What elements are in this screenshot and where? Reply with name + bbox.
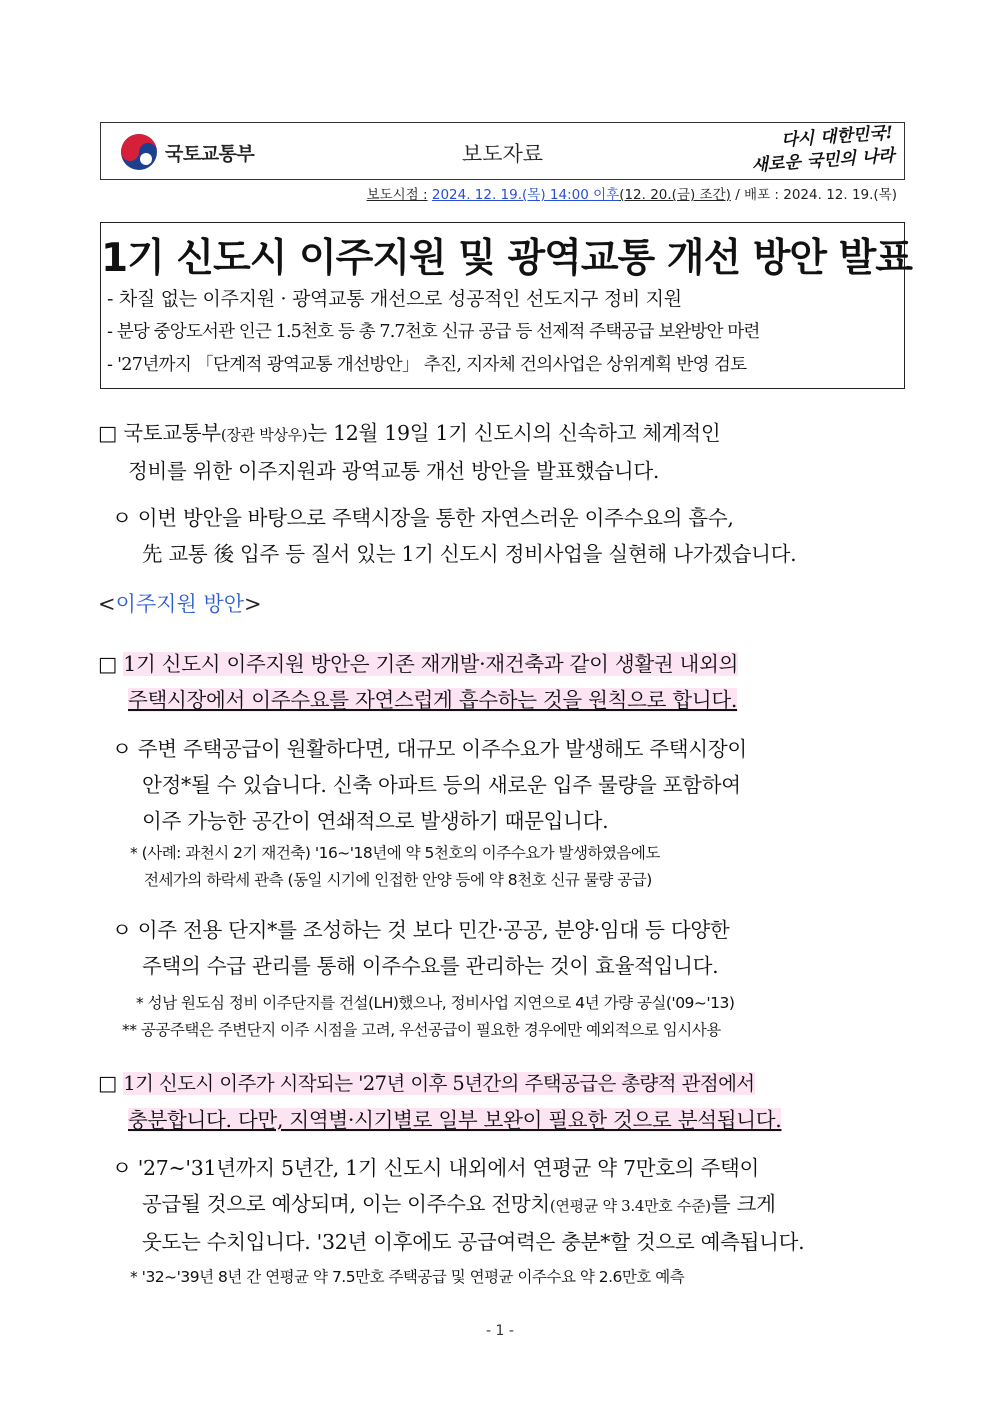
intro-text: 는 12월 19일 1기 신도시의 신속하고 체계적인 xyxy=(307,421,721,445)
header-banner xyxy=(100,122,905,180)
bullet-line: ㅇ 주변 주택공급이 원활하다면, 대규모 이주수요가 발생해도 주택시장이 xyxy=(112,737,747,761)
intro-bullet-line: 先 교통 後 입주 등 질서 있는 1기 신도시 정비사업을 실현해 나가겠습니다. xyxy=(142,542,797,566)
block1-heading xyxy=(98,646,906,718)
section-heading xyxy=(98,588,262,618)
bullet-line: 주택의 수급 관리를 통해 이주수요를 관리하는 것이 효율적입니다. xyxy=(142,954,719,978)
bullet-line: ㅇ 이주 전용 단지*를 조성하는 것 보다 민간·공공, 분양·임대 등 다양한 xyxy=(112,918,730,942)
block1-line xyxy=(98,646,906,682)
block2-highlight: 1기 신도시 이주가 시작되는 '27년 이후 5년간의 주택공급은 총량적 관점에서 xyxy=(123,1072,755,1095)
subtitle-list xyxy=(107,283,900,382)
bullet-line xyxy=(98,1186,906,1224)
checkbox-marker: □ xyxy=(98,1071,124,1095)
section-bracket-open: < xyxy=(98,592,116,616)
block1-highlight: 1기 신도시 이주지원 방안은 기존 재개발·재건축과 같이 생활권 내외의 xyxy=(123,652,739,676)
block2-line xyxy=(98,1065,906,1102)
footnote-line: * (사례: 과천시 2기 재건축) '16~'18년에 약 5천호의 이주수요가 발생하였음에도 xyxy=(130,844,660,862)
bullet-text: 공급될 것으로 예상되며, 이는 이주수요 전망치 xyxy=(142,1192,550,1216)
page-number: - 1 - xyxy=(486,1323,514,1339)
slogan-line-2: 새로운 국민의 나라 xyxy=(750,145,896,176)
footnote-line: * 성남 원도심 정비 이주단지를 건설(LH)했으나, 정비사업 지연으로 4년 가량 공실('09~'13) xyxy=(136,994,735,1012)
block2-highlight: 충분합니다. 다만, 지역별·시기별로 일부 보완이 필요한 것으로 분석됩니다. xyxy=(128,1108,782,1132)
subtitle-item: - 분당 중앙도서관 인근 1.5천호 등 총 7.7천호 신규 공급 등 선제적 주택공급 보완방안 마련 xyxy=(107,322,760,342)
intro-bullet-line: ㅇ 이번 방안을 바탕으로 주택시장을 통한 자연스러운 이주수요의 흡수, xyxy=(112,506,734,530)
block1-bullet-1 xyxy=(98,731,906,839)
bullet-text: 를 크게 xyxy=(710,1192,776,1216)
footnote-line: * '32~'39년 8년 간 연평균 약 7.5만호 주택공급 및 연평균 이주수요 약 2.6만호 예측 xyxy=(130,1268,685,1286)
block2-heading xyxy=(98,1065,906,1138)
intro-subject: □ 국토교통부 xyxy=(98,421,221,445)
intro-line xyxy=(98,415,906,453)
footnote-line: 전세가의 하락세 관측 (동일 시기에 인접한 안양 등에 약 8천호 신규 물량 공급) xyxy=(144,871,652,889)
block1-highlight: 주택시장에서 이주수요를 자연스럽게 흡수하는 것을 원칙으로 합니다. xyxy=(128,688,738,712)
release-label: 보도시점 : xyxy=(366,187,428,203)
footnote xyxy=(130,1264,684,1291)
slogan-line-1: 다시 대한민국! xyxy=(780,122,894,151)
footnote-line: ** 공공주택은 주변단지 이주 시점을 고려, 우선공급이 필요한 경우에만 예외적으로 임시사용 xyxy=(122,1021,721,1039)
slogan xyxy=(718,122,896,180)
intro-line: 정비를 위한 이주지원과 광역교통 개선 방안을 발표했습니다. xyxy=(128,459,660,483)
section-label: 이주지원 방안 xyxy=(115,592,245,616)
section-bracket-close: > xyxy=(244,592,262,616)
distribution-date: / 배포 : 2024. 12. 19.(목) xyxy=(735,187,897,203)
release-paper: (12. 20.(금) 조간) xyxy=(619,187,731,203)
subtitle-item: - 차질 없는 이주지원 · 광역교통 개선으로 성공적인 선도지구 정비 지원 xyxy=(107,288,682,310)
footnote xyxy=(122,990,735,1044)
intro-paragraph xyxy=(98,415,906,489)
block1-bullet-2 xyxy=(98,912,906,984)
intro-bullet xyxy=(98,500,906,572)
footnote xyxy=(130,840,660,894)
bullet-line: ㅇ '27~'31년까지 5년간, 1기 신도시 내외에서 연평균 약 7만호의 주택이 xyxy=(112,1156,759,1180)
release-datetime: 2024. 12. 19.(목) 14:00 이후 xyxy=(431,187,620,203)
bullet-line: 웃도는 수치입니다. '32년 이후에도 공급여력은 충분*할 것으로 예측됩니다. xyxy=(142,1230,805,1254)
title-box xyxy=(100,222,912,389)
subtitle-item: - '27년까지 「단계적 광역교통 개선방안」 추진, 지자체 건의사업은 상위계획 반영 검토 xyxy=(107,355,747,375)
bullet-line: 안정*될 수 있습니다. 신축 아파트 등의 새로운 입주 물량을 포함하여 xyxy=(142,773,741,797)
ministry-name: 국토교통부 xyxy=(165,142,255,165)
block1-line xyxy=(98,682,906,718)
doc-type-label: 보도자료 xyxy=(461,142,544,166)
intro-minister: (장관 박상우) xyxy=(220,426,308,444)
block2-bullet xyxy=(98,1150,906,1260)
block2-line xyxy=(98,1102,906,1138)
page-title: 1기 신도시 이주지원 및 광역교통 개선 방안 발표 xyxy=(101,236,912,281)
bullet-line: 이주 가능한 공간이 연쇄적으로 발생하기 때문입니다. xyxy=(142,809,609,833)
checkbox-marker: □ xyxy=(98,652,124,676)
bullet-small-text: (연평균 약 3.4만호 수준) xyxy=(549,1197,711,1215)
release-timing xyxy=(367,183,897,203)
